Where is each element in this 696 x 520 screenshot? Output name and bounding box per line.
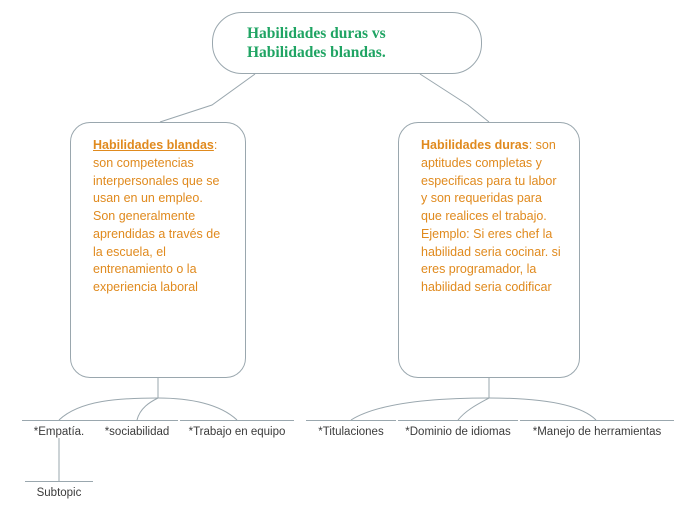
leaf-node[interactable]: *sociabilidad [96, 420, 178, 438]
branch-body-hard-skills: : son aptitudes completas y especificas para tu labor y son requeridas para que realices el trabajo. Ejemplo: Si eres chef la habilidad seria cocinar. si eres programador, la habilidad seria codificar [421, 138, 565, 294]
root-node[interactable] [212, 12, 482, 74]
leaf-node[interactable]: *Dominio de idiomas [398, 420, 518, 438]
leaf-node[interactable]: *Titulaciones [306, 420, 396, 438]
branch-lead-soft-skills: Habilidades blandas [93, 138, 214, 152]
leaf-node-subtopic[interactable]: Subtopic [25, 481, 93, 499]
branch-text-soft-skills [93, 137, 227, 297]
root-title: Habilidades duras vs Habilidades blandas. [247, 24, 386, 61]
leaf-node[interactable]: *Trabajo en equipo [180, 420, 294, 438]
leaf-node[interactable]: *Empatía. [22, 420, 96, 438]
branch-node-hard-skills[interactable] [398, 122, 580, 378]
branch-lead-hard-skills: Habilidades duras [421, 138, 529, 152]
branch-node-soft-skills[interactable] [70, 122, 246, 378]
leaf-node[interactable]: *Manejo de herramientas [520, 420, 674, 438]
branch-text-hard-skills [421, 137, 565, 297]
branch-body-soft-skills: : son competencias interpersonales que se usan en un empleo. Son generalmente aprendidas a través de la escuela, el entrenamiento o la experiencia laboral [93, 138, 224, 294]
